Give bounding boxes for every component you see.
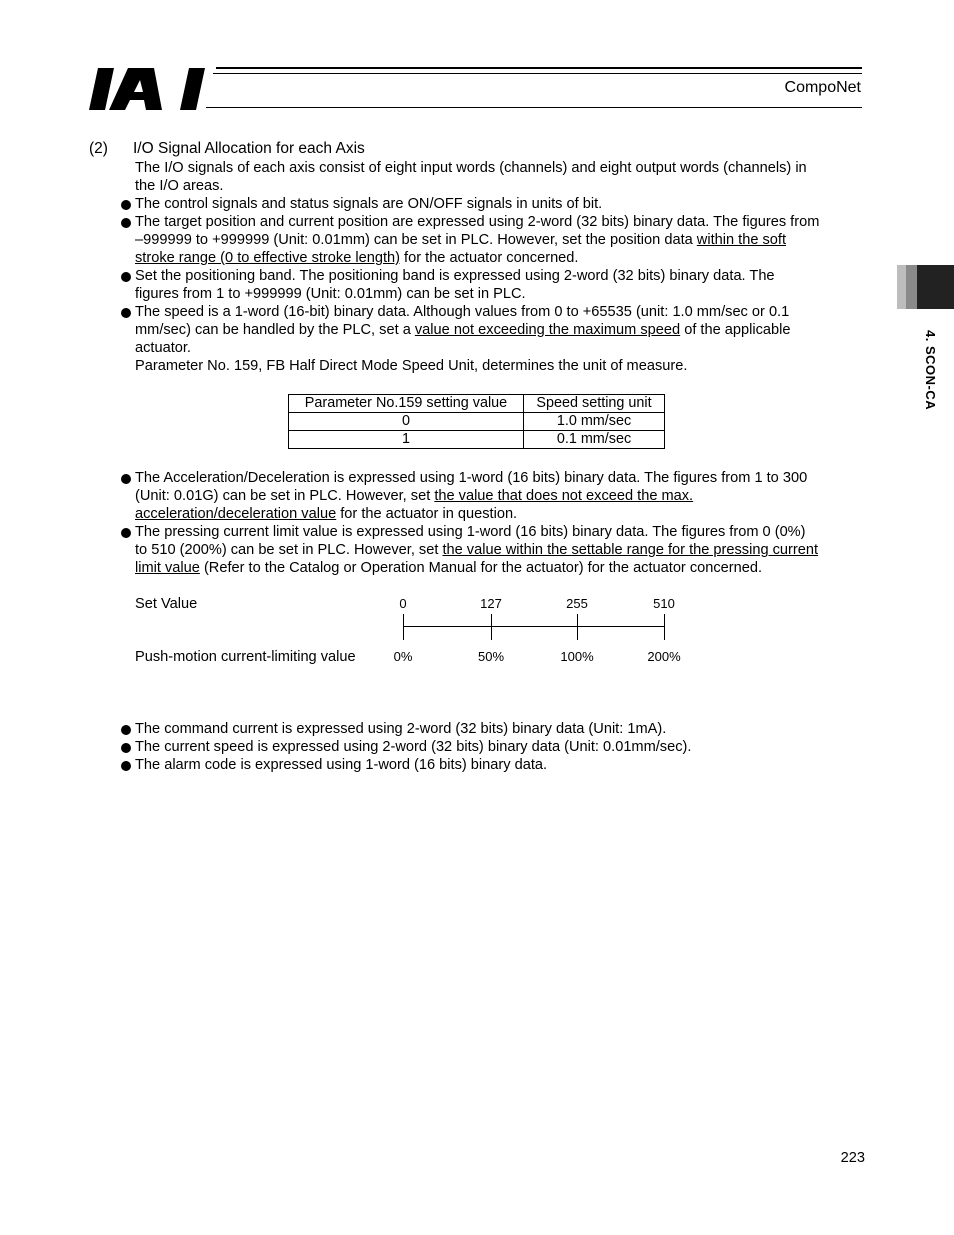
intro-line: The I/O signals of each axis consist of eight input words (channels) and eight output words (channels) in xyxy=(135,160,807,176)
chapter-label: 4. SCON-CA xyxy=(923,330,938,411)
bullet-pressing-current-line2: to 510 (200%) can be set in PLC. However, set the value within the settable range for the pressing current xyxy=(135,542,819,558)
set-value-tick-label: 0 xyxy=(399,596,407,611)
bullet-speed-line3: actuator. xyxy=(135,340,191,356)
bullet-positioning-band-line2: figures from 1 to +999999 (Unit: 0.01mm) can be set in PLC. xyxy=(135,286,526,302)
scale-tick xyxy=(577,614,578,640)
push-current-label: Push-motion current-limiting value xyxy=(135,649,356,665)
bullet-pressing-current: The pressing current limit value is expressed using 1-word (16 bits) binary data. The figures from 0 (0%) xyxy=(135,524,806,540)
scale-tick xyxy=(664,614,665,640)
bullet-control-signals: The control signals and status signals are ON/OFF signals in units of bit. xyxy=(135,196,603,212)
section-number: (2) xyxy=(89,140,108,157)
speed-unit-table xyxy=(288,394,665,449)
scale-tick xyxy=(403,614,404,640)
bullet-acceleration-line2: (Unit: 0.01G) can be set in PLC. However, set the value that does not exceed the max. xyxy=(135,488,694,504)
scale-axis xyxy=(403,626,664,627)
table-row xyxy=(289,413,665,431)
bullet-position: The target position and current position are expressed using 2-word (32 bits) binary data. The figures from xyxy=(135,214,820,230)
bullet-position-line3: stroke range (0 to effective stroke length) for the actuator concerned. xyxy=(135,250,579,266)
table-header-cell: Speed setting unit xyxy=(524,395,665,413)
bullet-acceleration-line3: acceleration/deceleration value for the actuator in question. xyxy=(135,506,518,522)
set-value-tick-label: 127 xyxy=(480,596,502,611)
header-rule-top2 xyxy=(213,73,862,74)
table-cell: 0 xyxy=(289,413,524,431)
side-tab-mid xyxy=(906,265,917,309)
header-rule-bottom xyxy=(206,107,862,108)
bullet-current-speed: The current speed is expressed using 2-word (32 bits) binary data (Unit: 0.01mm/sec). xyxy=(135,739,692,755)
table-header-row xyxy=(289,395,665,413)
page-number: 223 xyxy=(840,1150,865,1166)
set-value-tick-label: 255 xyxy=(566,596,588,611)
bullet-positioning-band: Set the positioning band. The positioning band is expressed using 2-word (32 bits) binary data. The xyxy=(135,268,775,284)
section-title: CompoNet xyxy=(784,79,861,96)
bullet-alarm-code: The alarm code is expressed using 1-word (16 bits) binary data. xyxy=(135,757,548,773)
push-tick-label: 200% xyxy=(647,649,681,664)
side-tab-dark xyxy=(917,265,954,309)
table-cell: 0.1 mm/sec xyxy=(524,431,665,449)
set-value-tick-label: 510 xyxy=(653,596,675,611)
push-tick-label: 50% xyxy=(477,649,505,664)
header xyxy=(0,0,954,115)
iai-logo xyxy=(88,66,208,112)
side-tab-light xyxy=(897,265,906,309)
bullet-acceleration: The Acceleration/Deceleration is expressed using 1-word (16 bits) binary data. The figures from 1 to 300 xyxy=(135,470,808,486)
bullet-speed-line4: Parameter No. 159, FB Half Direct Mode Speed Unit, determines the unit of measure. xyxy=(135,358,688,374)
section-heading: I/O Signal Allocation for each Axis xyxy=(133,140,365,157)
table-row xyxy=(289,431,665,449)
bullet-speed: The speed is a 1-word (16-bit) binary data. Although values from 0 to +65535 (unit: 1.0 mm/sec or 0.1 xyxy=(135,304,790,320)
intro-line: the I/O areas. xyxy=(135,178,224,194)
table-cell: 1 xyxy=(289,431,524,449)
bullet-position-line2: –999999 to +999999 (Unit: 0.01mm) can be set in PLC. However, set the position data within the soft xyxy=(135,232,787,248)
scale-tick xyxy=(491,614,492,640)
bullet-pressing-current-line3: limit value (Refer to the Catalog or Operation Manual for the actuator) for the actuator concerned. xyxy=(135,560,763,576)
push-tick-label: 100% xyxy=(560,649,594,664)
header-rule-top xyxy=(216,67,862,69)
bullet-speed-line2: mm/sec) can be handled by the PLC, set a value not exceeding the maximum speed of the applicable xyxy=(135,322,791,338)
bullet-command-current: The command current is expressed using 2-word (32 bits) binary data (Unit: 1mA). xyxy=(135,721,667,737)
push-tick-label: 0% xyxy=(393,649,413,664)
table-cell: 1.0 mm/sec xyxy=(524,413,665,431)
table-header-cell: Parameter No.159 setting value xyxy=(289,395,524,413)
set-value-label: Set Value xyxy=(135,596,198,612)
